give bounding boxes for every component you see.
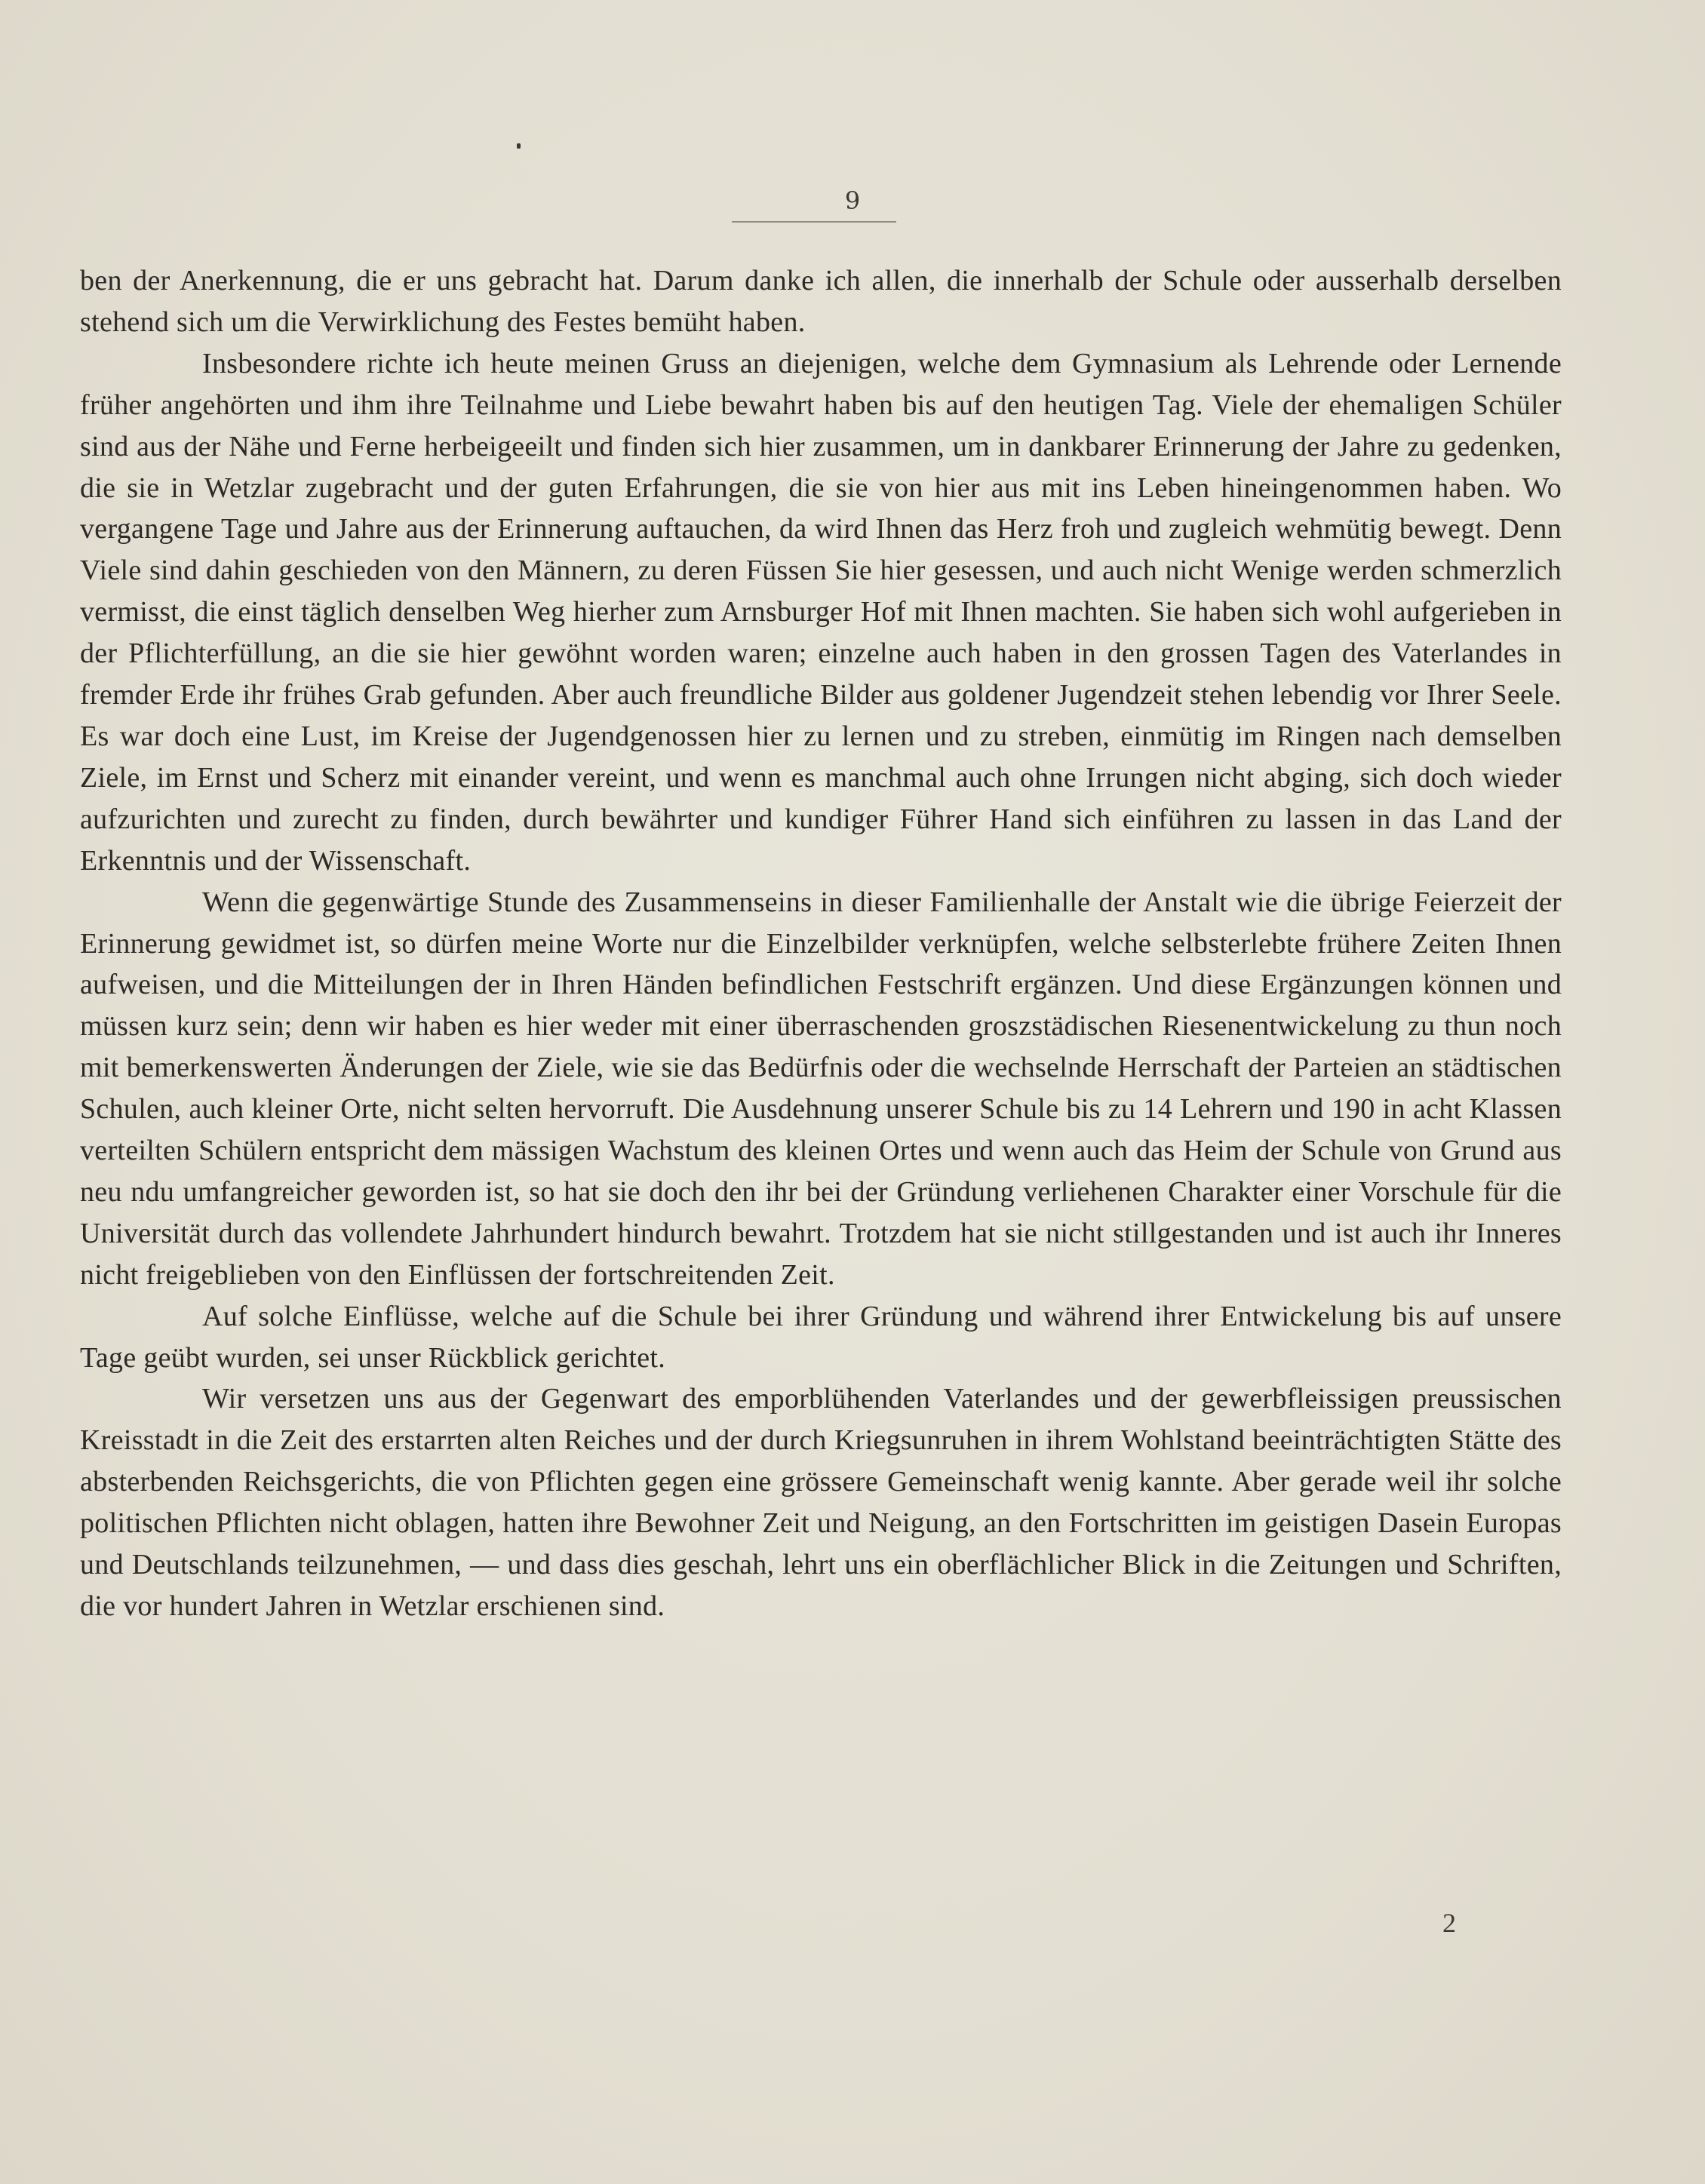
page-number: 9 [844, 186, 861, 215]
header-rule [732, 221, 896, 223]
paragraph: Wenn die gegenwärtige Stunde des Zusammenseins in dieser Familienhalle der Anstalt wie die übrige Feierzeit der Erinnerung gewidmet ist, so dürfen meine Worte nur die Einzelbilder verknüpfen, welche selbsterlebte frühere Zeiten Ihnen aufweisen, und die Mitteilungen der in Ihren Händen befindlichen Festschrift ergänzen. Und diese Ergänzungen können und müssen kurz sein; denn wir haben es hier weder mit einer überraschenden groszstädischen Riesenentwickelung zu thun noch mit bemerkenswerten Änderungen der Ziele, wie sie das Bedürfnis oder die wechselnde Herrschaft der Parteien an städtischen Schulen, auch kleiner Orte, nicht selten hervorruft. Die Ausdehnung unserer Schule bis zu 14 Lehrern und 190 in acht Klassen verteilten Schülern entspricht dem mässigen Wachstum des kleinen Ortes und wenn auch das Heim der Schule von Grund aus neu ndu umfangreicher geworden ist, so hat sie doch den ihr bei der Gründung verliehenen Charakter einer Vorschule für die Universität durch das vollendete Jahrhundert hindurch bewahrt. Trotzdem hat sie nicht stillgestanden und ist auch ihr Inneres nicht freigeblieben von den Einflüssen der fortschreitenden Zeit. [80, 886, 1562, 1291]
paragraph: Auf solche Einflüsse, welche auf die Schule bei ihrer Gründung und während ihrer Entwickelung bis auf unsere Tage geübt wurden, sei unser Rückblick gerichtet. [80, 1300, 1562, 1374]
paragraph: ben der Anerkennung, die er uns gebracht hat. Darum danke ich allen, die innerhalb der Schule oder ausserhalb derselben stehend sich um die Verwirklichung des Festes bemüht haben. [80, 265, 1562, 338]
paragraph: Insbesondere richte ich heute meinen Gruss an diejenigen, welche dem Gymnasium als Lehrende oder Lernende früher angehörten und ihm ihre Teilnahme und Liebe bewahrt haben bis auf den heutigen Tag. Viele der ehemaligen Schüler sind aus der Nähe und Ferne herbeigeeilt und finden sich hier zusammen, um in dankbarer Erinnerung der Jahre zu gedenken, die sie in Wetzlar zugebracht und der guten Erfahrungen, die sie von hier aus mit ins Leben hineingenommen haben. Wo vergangene Tage und Jahre aus der Erinnerung auftauchen, da wird Ihnen das Herz froh und zugleich wehmütig bewegt. Denn Viele sind dahin geschieden von den Männern, zu deren Füssen Sie hier gesessen, und auch nicht Wenige werden schmerzlich vermisst, die einst täglich denselben Weg hierher zum Arnsburger Hof mit Ihnen machten. Sie haben sich wohl aufgerieben in der Pflichterfüllung, an die sie hier gewöhnt worden waren; einzelne auch haben in den grossen Tagen des Vaterlandes in fremder Erde ihr frühes Grab gefunden. Aber auch freundliche Bilder aus goldener Jugendzeit stehen lebendig vor Ihrer Seele. Es war doch eine Lust, im Kreise der Jugendgenossen hier zu lernen und zu streben, einmütig im Ringen nach demselben Ziele, im Ernst und Scherz mit einander vereint, und wenn es manchmal auch ohne Irrungen nicht abging, sich doch wieder aufzurichten und zurecht zu finden, durch bewährter und kundiger Führer Hand sich einführen zu lassen in das Land der Erkenntnis und der Wissenschaft. [80, 347, 1562, 877]
body-text [80, 260, 1562, 1627]
paragraph: Wir versetzen uns aus der Gegenwart des emporblühenden Vaterlandes und der gewerbfleissigen preussischen Kreisstadt in die Zeit des erstarrten alten Reiches und der durch Kriegsunruhen in ihrem Wohlstand beeinträchtigten Stätte des absterbenden Reichsgerichts, die von Pflichten gegen eine grössere Gemeinschaft wenig kannte. Aber gerade weil ihr solche politischen Pflichten nicht oblagen, hatten ihre Bewohner Zeit und Neigung, an den Fortschritten im geistigen Dasein Europas und Deutschlands teilzunehmen, — und dass dies geschah, lehrt uns ein oberflächlicher Blick in die Zeitungen und Schriften, die vor hundert Jahren in Wetzlar erschienen sind. [80, 1383, 1562, 1622]
signature-mark: 2 [1442, 1908, 1456, 1938]
ink-speck [517, 143, 521, 149]
